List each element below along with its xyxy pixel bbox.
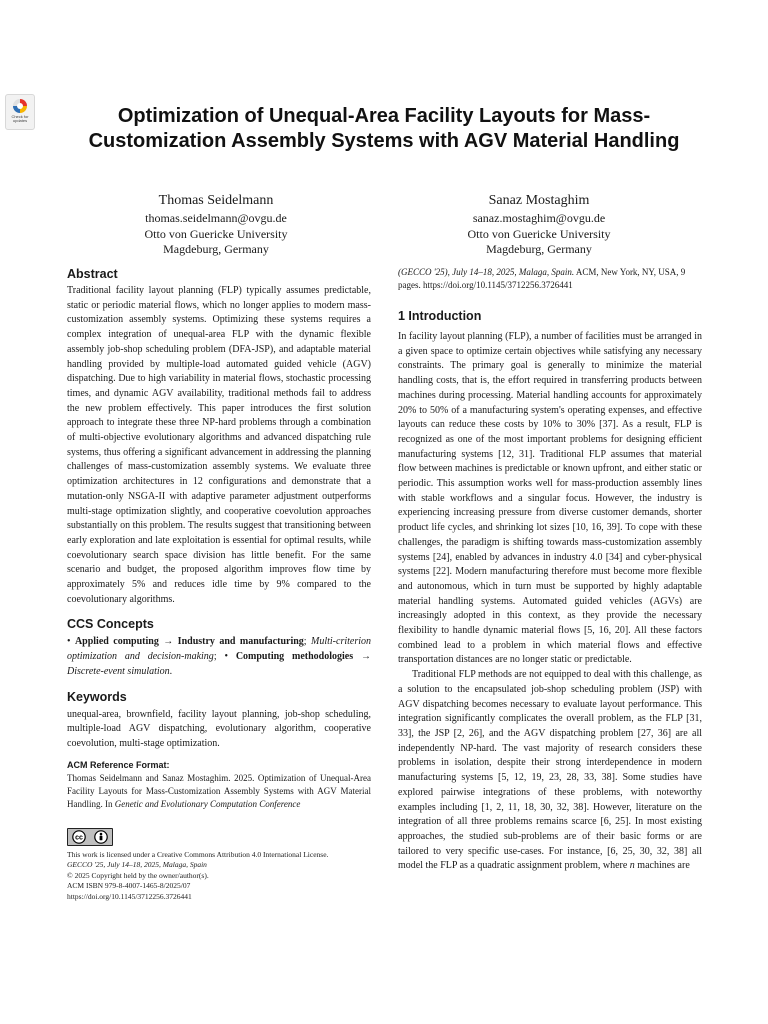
acm-reference-text (67, 772, 371, 811)
author-name: Thomas Seidelmann (158, 193, 274, 208)
introduction-heading: 1 Introduction (398, 309, 482, 323)
author-name: Sanaz Mostaghim (488, 193, 590, 208)
author-location: Magdeburg, Germany (486, 242, 592, 256)
acm-reference-venue: Genetic and Evolutionary Computation Conference (114, 798, 301, 809)
ccs-concept-2-sub: Discrete-event simulation (67, 665, 170, 677)
author-affiliation: Otto von Guericke University (467, 226, 611, 241)
ccs-separator: ; (303, 636, 312, 648)
intro-paragraph-2-end: machines are (634, 860, 690, 872)
ccs-bullet: • (224, 651, 236, 663)
intro-paragraph-2-text: Traditional FLP methods are not equipped to deal with this challenge, as a solution to the encapsulated job-shop scheduling problem (JSP) with AGV dispatching becomes necessary to evaluate layout performance. This integration significantly complicates the overall problem, as the FLP [31, 33], the JSP [2, 26], and the AGV dispatching problem [27, 36] are all independently NP-hard. The vast majority of research considers these problems in isolation, despite their strong interdependence in modern manufacturing systems [5, 12, 19, 23, 28, 33, 38]. Some studies have explored pairwise integrations of these problems, with noteworthy examples including [1, 2, 11, 18, 30, 32, 38]. However, literature on the integration of all three problems remains scarce [6, 25]. In most existing approaches, the studied sub-problems are of their basic forms or are tailored to very specific use-cases. For instance, [6, 25, 30, 32, 38] all model the FLP as a quadratic assignment problem, where (398, 669, 702, 872)
author-block-2 (389, 192, 689, 258)
license-venue: GECCO '25, July 14–18, 2025, Malaga, Spain (67, 860, 207, 870)
abstract-heading: Abstract (67, 267, 118, 281)
check-for-updates-label: Check for updates (11, 114, 29, 123)
ccs-heading: CCS Concepts (67, 617, 154, 632)
cc-by-license-badge[interactable] (67, 828, 113, 846)
ccs-text (67, 635, 371, 679)
ccs-end: . (169, 665, 173, 677)
author-email[interactable]: thomas.seidelmann@ovgu.de (145, 211, 287, 225)
check-for-updates-badge[interactable] (5, 94, 35, 130)
by-icon (94, 830, 108, 844)
license-doi[interactable]: https://doi.org/10.1145/3712256.3726441 (67, 891, 192, 901)
check-for-updates-icon (12, 98, 28, 114)
ccs-separator: ; (213, 651, 225, 663)
author-location: Magdeburg, Germany (163, 242, 269, 256)
intro-paragraph-1: In facility layout planning (FLP), a number of facilities must be arranged in a given space to optimize certain objectives while satisfying any necessary constraints. The primary goal is generally to minimize the material handling costs, that is, the effort required in transferring products between machines during processing. Material handling accounts for approximately 20% to 50% of a manufacturing system's operating expenses, and effective layouts can reduce these costs by 10% to 30% [37]. As a result, FLP is recognized as one of the most important problems for designing efficient manufacturing systems [12, 31]. Traditional FLP assumes that material flow between machines is predictable or known upfront, and either static or periodic. This assumption works well for mass-production assembly lines with stable workflows and a singular focus. However, the industry is experiencing increasing pressure from diverse customer demands, shorter product life cycles, and shrinking lot sizes [10, 16, 39]. To cope with these challenges, the paradigm is shifting towards mass-customization assembly systems [24], enabled by advances in industry 4.0 [34] and cyber-physical systems [22]. Modern manufacturing therefore must become more flexible and autonomous, which in turn must be supported by highly adaptable material handling systems. Automated guided vehicles (AGVs) are increasingly adopted in this context, as they provide the necessary flexibility to handle dynamic material flows [5, 16, 20]. All these factors combined lead to a problem in which material flows and effective transportation distances are no longer static or predictable. (398, 331, 702, 666)
cc-icon (72, 830, 86, 844)
ccs-bullet: • (67, 636, 75, 648)
keywords-text: unequal-area, brownfield, facility layout planning, job-shop scheduling, multiple-load AGV dispatching, evolutionary algorithm, cooperative coevolution, multi-stage optimization. (67, 708, 371, 749)
ccs-concept-1-sub: Multi-criterion optimization and decision-making (67, 636, 372, 663)
license-isbn: ACM ISBN 979-8-4007-1465-8/2025/07 (67, 881, 191, 891)
ccs-arrow: → (353, 651, 371, 663)
acm-reference-continued (398, 266, 702, 292)
license-statement: This work is licensed under a Creative Commons Attribution 4.0 International License. (67, 849, 329, 859)
intro-paragraph-2 (398, 668, 702, 874)
acm-reference-venue-continued: (GECCO '25), July 14–18, 2025, Malaga, Spain. (398, 267, 575, 277)
license-copyright: © 2025 Copyright held by the owner/author(s). (67, 870, 209, 880)
svg-text:cc: cc (75, 834, 83, 842)
keywords-heading: Keywords (67, 689, 127, 704)
intro-variable-n: n (629, 860, 635, 872)
ccs-concept-1: Applied computing → Industry and manufacturing (74, 636, 304, 648)
paper-title: Optimization of Unequal-Area Facility Layouts for Mass-Customization Assembly Systems with AGV Material Handling (88, 105, 680, 152)
author-affiliation: Otto von Guericke University (144, 226, 288, 241)
abstract-text: Traditional facility layout planning (FLP) typically assumes predictable, static or periodic material flows, which no longer applies to modern mass-customization assembly systems. Optimizing these systems requires a complex integration of unequal-area FLP with the dynamic flexible assembly job-shop scheduling problem (DFA-JSP), and adaptable material handling provided by multiple-load automated guided vehicle (AGV) dispatching. Due to high variability in material flows, stochastic processing times, and dynamic AGV availability, traditional methods fail to address the new problem effectively. This paper introduces the first solution approach to integrate these three NP-hard problems through a combination of multi-objective evolutionary algorithms and advanced dispatching rule systems, thus offering a significant advancement in addressing the planning challenges of mass-customization assembly systems. We evaluate three optimization architectures in 12 configurations and demonstrate that a mutation-only NSGA-II with adaptive parameter adjustment outperforms multi-stage optimization slightly, and cooperative coevolution approaches substantially on this problem. The results suggest that transitioning between early exploration and late exploitation is essential for optimal results, while coevolutionary search space division has little benefit. For the same scenario and budget, the proposed algorithm improves flow time by approximately 5% and reduces idle time by 9% compared to the coevolutionary algorithms. (67, 285, 371, 605)
acm-reference-heading: ACM Reference Format: (67, 759, 170, 770)
author-email[interactable]: sanaz.mostaghim@ovgu.de (472, 211, 606, 225)
acm-reference-body: Thomas Seidelmann and Sanaz Mostaghim. 2025. Optimization of Unequal-Area Facility Layouts for Mass-Customization Assembly Systems with AGV Material Handling. In (67, 772, 371, 809)
author-block-1 (66, 192, 366, 258)
license-block (67, 850, 371, 903)
right-column (398, 266, 702, 874)
ccs-concept-2: Computing methodologies (235, 651, 354, 663)
acm-reference-rest: ACM, New York, NY, USA, 9 pages. https://doi.org/10.1145/3712256.3726441 (398, 267, 686, 290)
left-column (67, 266, 371, 902)
